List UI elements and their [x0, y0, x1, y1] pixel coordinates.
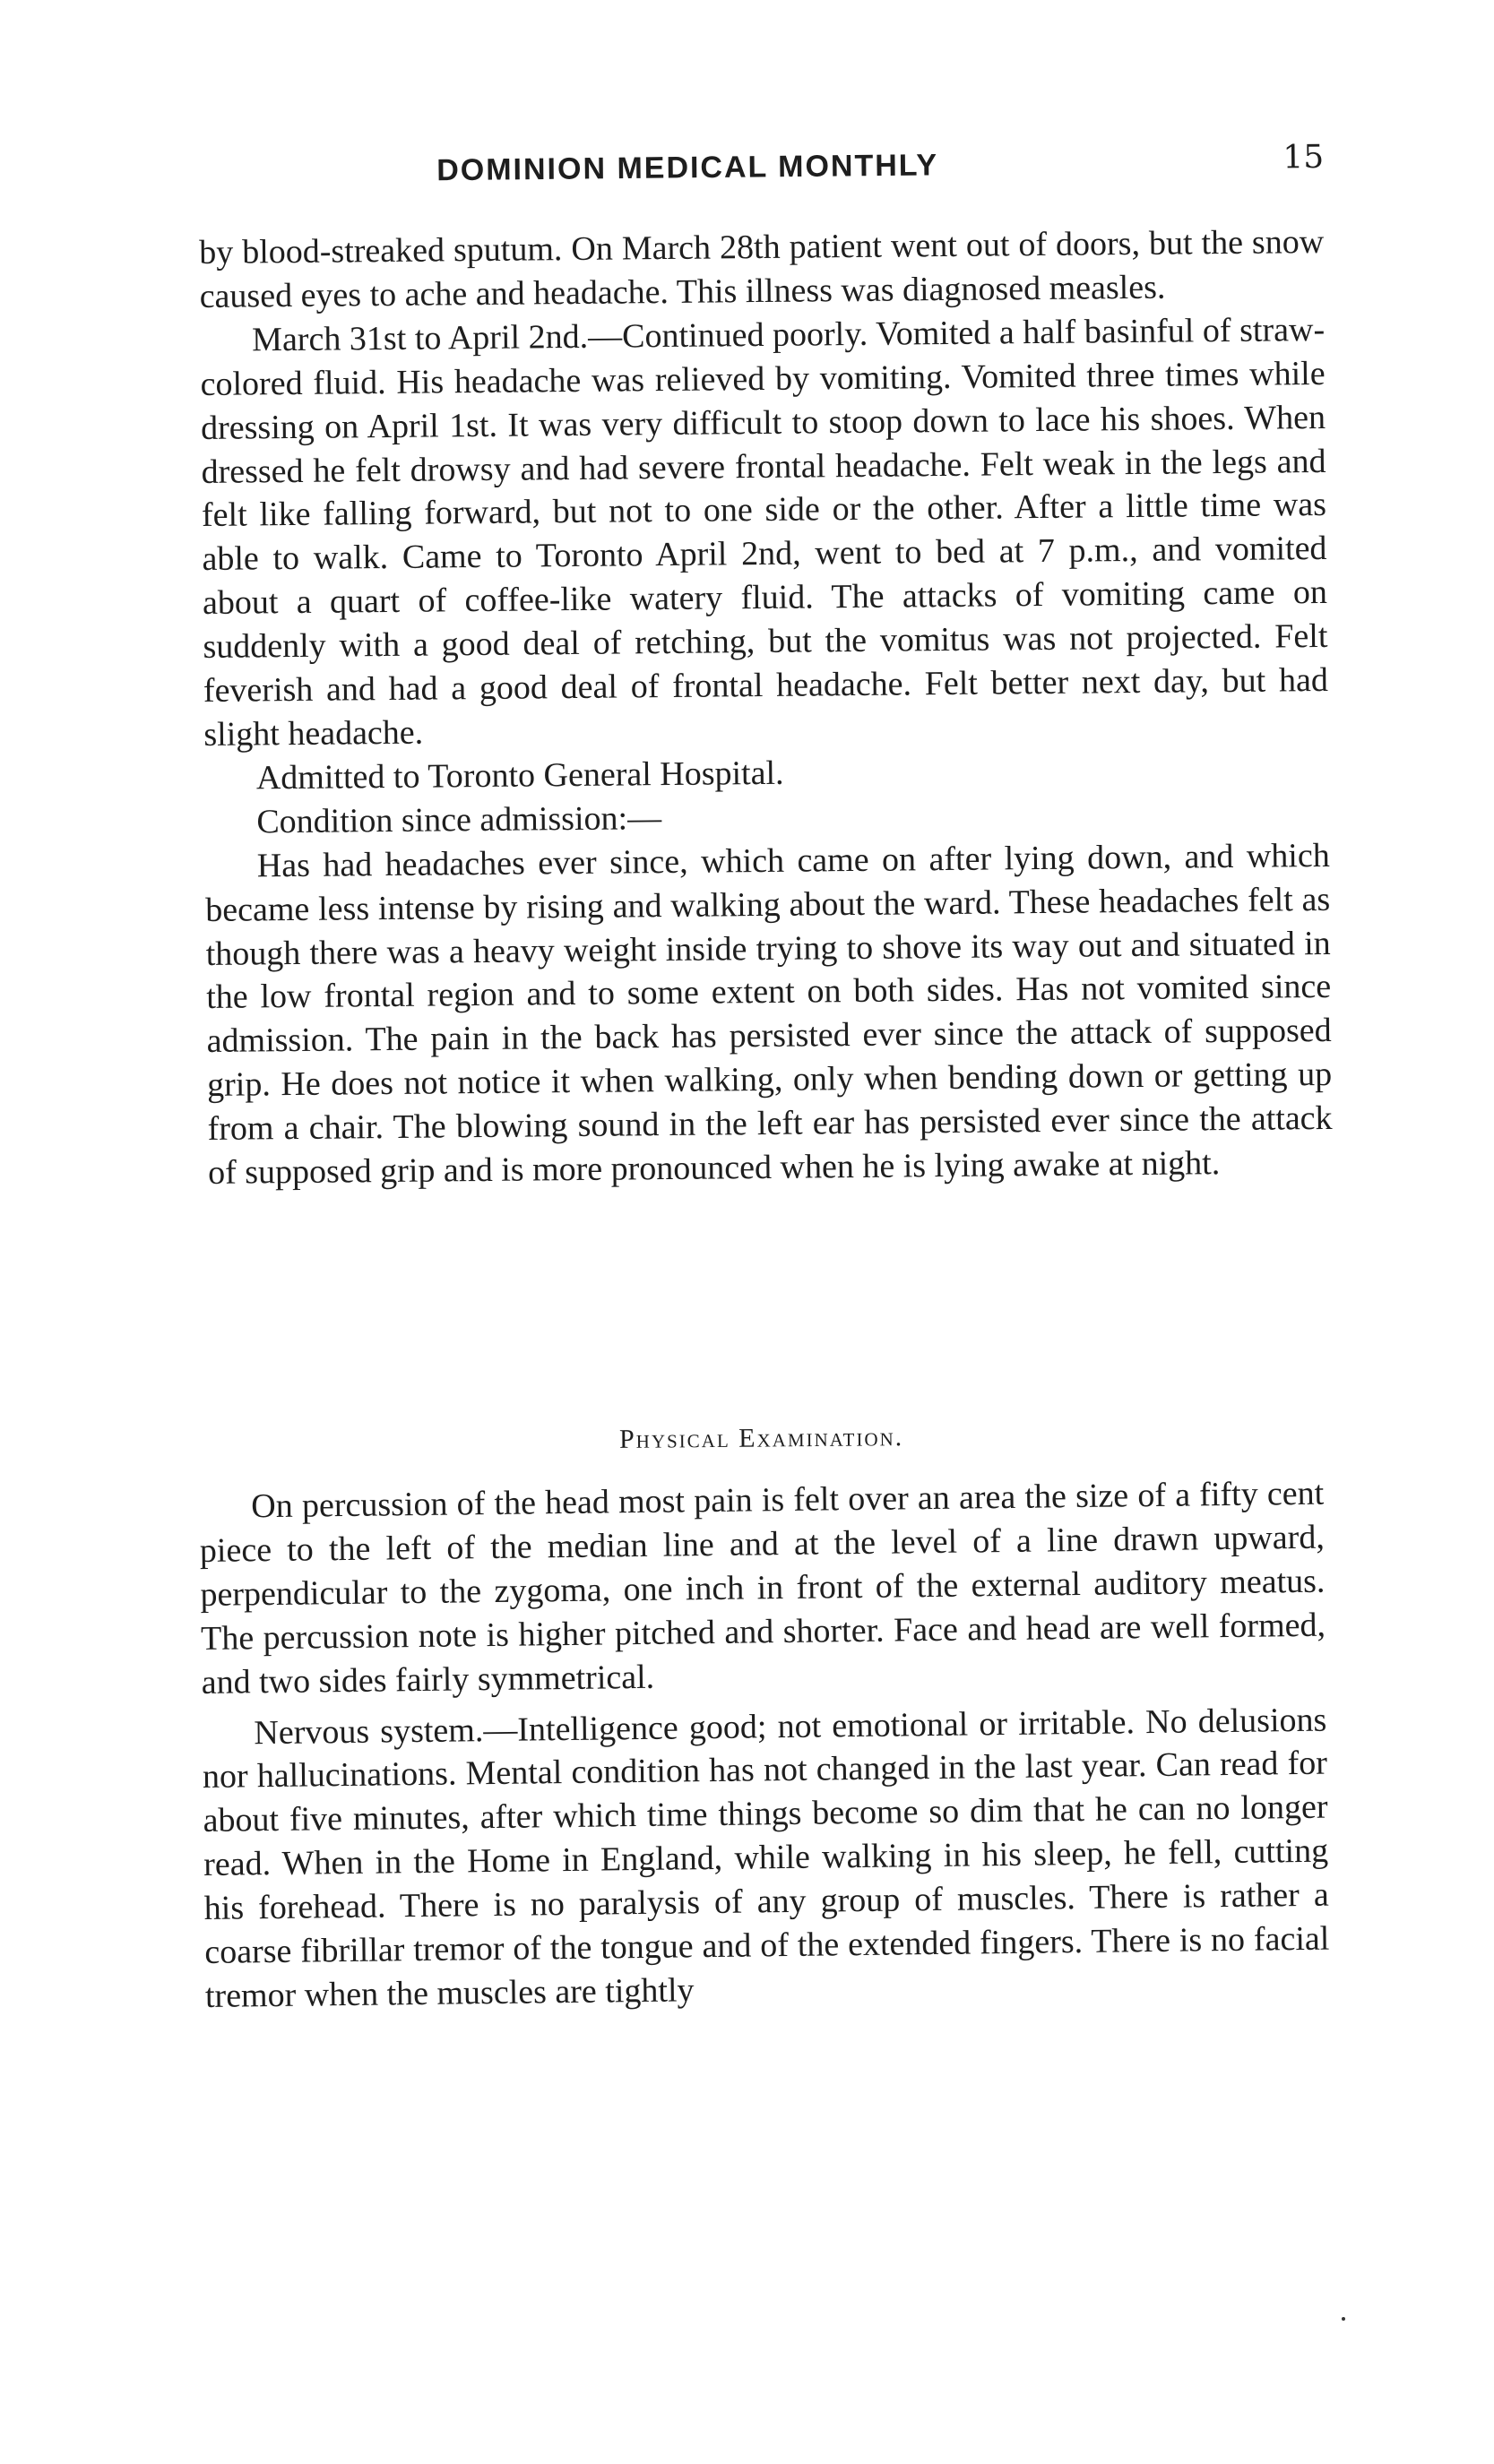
paragraph-headaches: Has had headaches ever since, which came on after lying down, and which became less intense by rising and walking about the ward. These headaches felt as though there was a heavy weight inside trying to shove its way out and situated in the low frontal region and to some extent on both sides. Has not vomited since admission. The pain in the back has persisted ever since the attack of supposed grip. He does not notice it when walking, only when bending down or getting up from a chair. The blowing sound in the left ear has persisted ever since the attack of supposed grip and is more pronounced when he is lying awake at night.: [205, 836, 1333, 1192]
paragraph-march-april: March 31st to April 2nd.—Continued poorly. Vomited a half basinful of straw-colored fluid. His headache was relieved by vomiting. Vomited three times while dressing on April 1st. It was very difficult to stoop down to lace his shoes. When dressed he felt drowsy and had severe frontal headache. Felt weak in the legs and felt like falling forward, but not to one side or the other. After a little time was able to walk. Came to Toronto April 2nd, went to bed at 7 p.m., and vomited about a quart of coffee-like watery fluid. The attacks of vomiting came on suddenly with a good deal of retching, but the vomitus was not projected. Felt feverish and had a good deal of frontal headache. Felt better next day, but had slight headache.: [200, 310, 1329, 754]
paragraph-nervous-system: Nervous system.—Intelligence good; not emotional or irritable. No delusions nor hallucinations. Mental condition has not changed in the last year. Can read for about five minutes, after which time things become so dim that he can no longer read. When in the Home in England, while walking in his sleep, he fell, cutting his forehead. There is no paralysis of any group of muscles. There is rather a coarse fibrillar tremor of the tongue and of the extended fingers. There is no facial tremor when the muscles are tightly: [202, 1701, 1330, 2015]
running-head: [199, 139, 1324, 195]
page-number: 15: [1282, 138, 1325, 177]
paragraph-measles: by blood-streaked sputum. On March 28th patient went out of doors, but the snow caused eyes to ache and headache. This illness was diagnosed measles.: [199, 222, 1325, 315]
paragraph-admitted: Admitted to Toronto General Hospital.: [255, 754, 784, 797]
paragraph-condition-heading: Condition since admission:—: [256, 798, 662, 841]
body-text-lower: [199, 1472, 1330, 2026]
print-speck: [1342, 2317, 1345, 2321]
body-text-upper: [199, 220, 1333, 1195]
section-heading: Physical Examination.: [618, 1422, 904, 1454]
journal-title: DOMINION MEDICAL MONTHLY: [436, 148, 939, 188]
paragraph-percussion: On percussion of the head most pain is felt over an area the size of a fifty cent piece to the left of the median line and at the level of a line drawn upward, perpendicular to the zygoma, one inch in front of the external auditory meatus. The percussion note is higher pitched and shorter. Face and head are well formed, and two sides fairly symmetrical.: [199, 1474, 1326, 1702]
